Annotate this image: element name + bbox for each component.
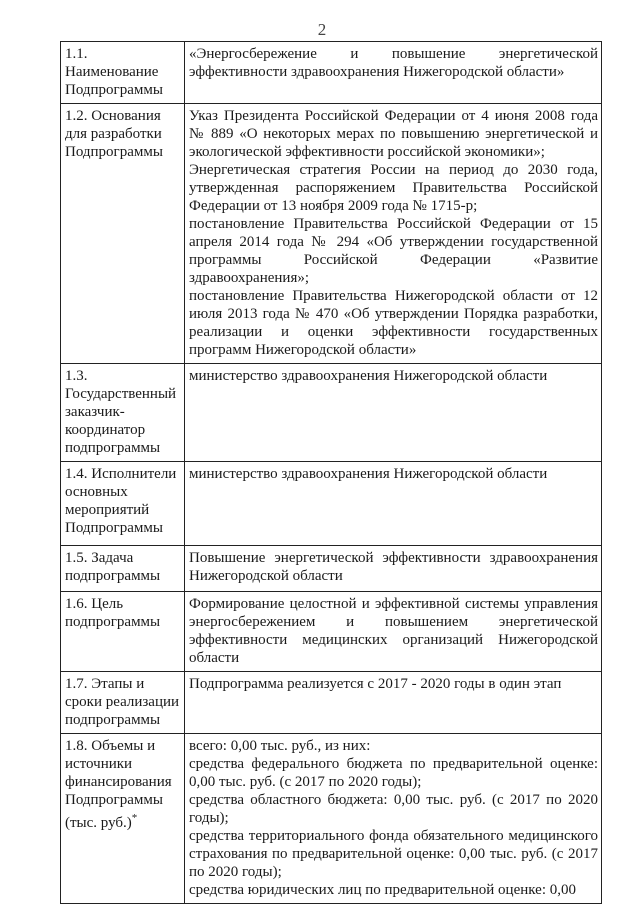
- row-content-cell: [185, 734, 602, 904]
- subprogram-passport-table: [60, 41, 602, 904]
- row-content-paragraph: Формирование целостной и эффективной системы управления энергосбережением и повышением энергетической эффективности медицинских организаций Нижегородской области: [189, 596, 598, 666]
- row-content-paragraph: всего: 0,00 тыс. руб., из них:: [189, 738, 371, 754]
- row-label-cell: [61, 104, 185, 364]
- row-content-cell: [185, 592, 602, 672]
- table-row: [61, 42, 602, 104]
- row-content-cell: [185, 104, 602, 364]
- row-content-paragraph: «Энергосбережение и повышение энергетической эффективности здравоохранения Нижегородской области»: [189, 46, 598, 80]
- table-row: [61, 546, 602, 592]
- row-content-paragraph: постановление Правительства Нижегородской области от 12 июля 2013 года № 470 «Об утверждении Порядка разработки, реализации и оценки эффективности государственных программ Нижегородской области»: [189, 288, 598, 358]
- row-label: 1.8. Объемы и источники финансирования Подпрограммы (тыс. руб.): [65, 738, 172, 831]
- row-label: 1.4. Исполнители основных мероприятий Подпрограммы: [65, 466, 177, 536]
- row-label: 1.2. Основания для разработки Подпрограммы: [65, 108, 163, 160]
- row-content-paragraph: министерство здравоохранения Нижегородской области: [189, 368, 548, 384]
- row-content-paragraph: средства территориального фонда обязательного медицинского страхования по предварительной оценке: 0,00 тыс. руб. (с 2017 по 2020 годы);: [189, 828, 598, 880]
- row-label: 1.5. Задача подпрограммы: [65, 550, 161, 584]
- row-label-cell: [61, 546, 185, 592]
- row-content-cell: [185, 462, 602, 546]
- row-content-paragraph: Указ Президента Российской Федерации от 4 июня 2008 года № 889 «О некоторых мерах по повышению энергетической и экологической эффективности российской экономики»;: [189, 108, 598, 160]
- table-row: [61, 592, 602, 672]
- row-label: 1.1. Наименование Подпрограммы: [65, 46, 163, 98]
- row-label-cell: [61, 364, 185, 462]
- page-number: 2: [317, 20, 327, 39]
- row-label-cell: [61, 734, 185, 904]
- row-content-paragraph: министерство здравоохранения Нижегородской области: [189, 466, 548, 482]
- row-content-paragraph: средства областного бюджета: 0,00 тыс. руб. (с 2017 по 2020 годы);: [189, 792, 598, 826]
- row-label-cell: [61, 42, 185, 104]
- table-row: [61, 364, 602, 462]
- row-content-cell: [185, 364, 602, 462]
- row-content-paragraph: Подпрограмма реализуется с 2017 - 2020 годы в один этап: [189, 676, 562, 692]
- row-content-paragraph: средства федерального бюджета по предварительной оценке: 0,00 тыс. руб. (с 2017 по 2020 годы);: [189, 756, 598, 790]
- row-content-cell: [185, 546, 602, 592]
- row-content-paragraph: постановление Правительства Российской Федерации от 15 апреля 2014 года № 294 «Об утверждении государственной программы Российской Федерации «Развитие здравоохранения»;: [189, 216, 598, 286]
- row-content-paragraph: средства юридических лиц по предварительной оценке: 0,00: [189, 882, 576, 898]
- row-label-cell: [61, 672, 185, 734]
- row-content-paragraph: Энергетическая стратегия России на период до 2030 года, утвержденная распоряжением Правительства Российской Федерации от 13 ноября 2009 года № 1715-р;: [189, 162, 598, 214]
- row-label: 1.3. Государственный заказчик-координатор подпрограммы: [65, 368, 177, 456]
- footnote-mark: *: [131, 812, 138, 824]
- table-row: [61, 734, 602, 904]
- table-row: [61, 104, 602, 364]
- table-row: [61, 672, 602, 734]
- table-row: [61, 462, 602, 546]
- row-label: 1.7. Этапы и сроки реализации подпрограммы: [65, 676, 180, 728]
- row-content-cell: [185, 42, 602, 104]
- row-label-cell: [61, 592, 185, 672]
- row-content-cell: [185, 672, 602, 734]
- row-content-paragraph: Повышение энергетической эффективности здравоохранения Нижегородской области: [189, 550, 598, 584]
- row-label-cell: [61, 462, 185, 546]
- row-label: 1.6. Цель подпрограммы: [65, 596, 161, 630]
